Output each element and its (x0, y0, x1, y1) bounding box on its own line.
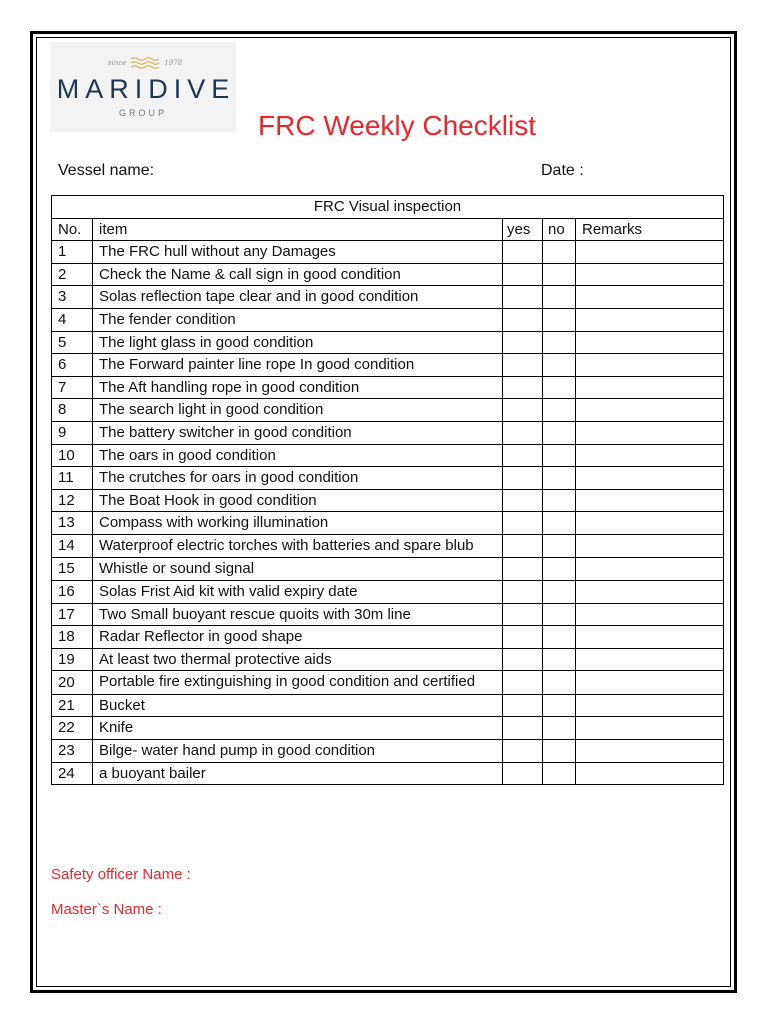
row-item: The crutches for oars in good condition (93, 467, 503, 490)
no-cell[interactable] (543, 354, 576, 377)
no-cell[interactable] (543, 376, 576, 399)
row-item: The battery switcher in good condition (93, 421, 503, 444)
no-cell[interactable] (543, 534, 576, 558)
remarks-cell[interactable] (576, 354, 724, 377)
no-cell[interactable] (543, 331, 576, 354)
row-item: Radar Reflector in good shape (93, 626, 503, 649)
no-cell[interactable] (543, 399, 576, 422)
table-row (52, 286, 724, 309)
inspection-table (51, 195, 724, 785)
remarks-cell[interactable] (576, 399, 724, 422)
row-item: The search light in good condition (93, 399, 503, 422)
remarks-cell[interactable] (576, 331, 724, 354)
no-cell[interactable] (543, 263, 576, 286)
yes-cell[interactable] (503, 534, 543, 558)
yes-cell[interactable] (503, 740, 543, 763)
table-caption-row (52, 196, 724, 219)
yes-cell[interactable] (503, 489, 543, 512)
remarks-cell[interactable] (576, 648, 724, 671)
yes-cell[interactable] (503, 376, 543, 399)
row-item: Knife (93, 717, 503, 740)
yes-cell[interactable] (503, 331, 543, 354)
table-row (52, 717, 724, 740)
row-item: Portable fire extinguishing in good condition and certified (93, 671, 503, 695)
no-cell[interactable] (543, 626, 576, 649)
remarks-cell[interactable] (576, 626, 724, 649)
yes-cell[interactable] (503, 421, 543, 444)
header-no-col: no (543, 218, 576, 241)
table-row (52, 308, 724, 331)
document-title: FRC Weekly Checklist (258, 110, 536, 141)
row-number: 16 (52, 581, 93, 604)
table-row (52, 489, 724, 512)
logo-wave-icon (130, 56, 160, 70)
table-row (52, 671, 724, 695)
row-number: 3 (52, 286, 93, 309)
row-item: Two Small buoyant rescue quoits with 30m line (93, 603, 503, 626)
row-item: a buoyant bailer (93, 762, 503, 785)
yes-cell[interactable] (503, 694, 543, 717)
row-item: The light glass in good condition (93, 331, 503, 354)
table-row (52, 421, 724, 444)
row-number: 6 (52, 354, 93, 377)
header-item: item (93, 218, 503, 241)
remarks-cell[interactable] (576, 263, 724, 286)
no-cell[interactable] (543, 286, 576, 309)
header-remarks: Remarks (576, 218, 724, 241)
yes-cell[interactable] (503, 558, 543, 581)
yes-cell[interactable] (503, 241, 543, 264)
yes-cell[interactable] (503, 603, 543, 626)
row-number: 13 (52, 512, 93, 535)
no-cell[interactable] (543, 421, 576, 444)
no-cell[interactable] (543, 762, 576, 785)
no-cell[interactable] (543, 717, 576, 740)
yes-cell[interactable] (503, 626, 543, 649)
logo-since-line (90, 56, 200, 70)
row-number: 23 (52, 740, 93, 763)
yes-cell[interactable] (503, 762, 543, 785)
table-header-row (52, 218, 724, 241)
row-number: 15 (52, 558, 93, 581)
header-yes: yes (503, 218, 543, 241)
row-item: The oars in good condition (93, 444, 503, 467)
vessel-name-label: Vessel name: (58, 162, 155, 179)
no-cell[interactable] (543, 648, 576, 671)
table-row (52, 444, 724, 467)
logo-company-name: MARIDIVE (56, 74, 236, 104)
table-row (52, 603, 724, 626)
row-number: 7 (52, 376, 93, 399)
table-row (52, 762, 724, 785)
date-label: Date : (541, 162, 584, 179)
remarks-cell[interactable] (576, 512, 724, 535)
yes-cell[interactable] (503, 308, 543, 331)
remarks-cell[interactable] (576, 671, 724, 695)
remarks-cell[interactable] (576, 444, 724, 467)
remarks-cell[interactable] (576, 694, 724, 717)
row-number: 11 (52, 467, 93, 490)
table-row (52, 263, 724, 286)
table-row (52, 581, 724, 604)
row-number: 17 (52, 603, 93, 626)
row-item: Waterproof electric torches with batteries and spare blub (93, 534, 503, 558)
row-number: 9 (52, 421, 93, 444)
remarks-cell[interactable] (576, 740, 724, 763)
yes-cell[interactable] (503, 512, 543, 535)
remarks-cell[interactable] (576, 558, 724, 581)
table-row (52, 376, 724, 399)
row-item: The Aft handling rope in good condition (93, 376, 503, 399)
safety-officer-label: Safety officer Name : (51, 866, 191, 883)
table-row (52, 694, 724, 717)
table-row (52, 241, 724, 264)
no-cell[interactable] (543, 603, 576, 626)
row-number: 4 (52, 308, 93, 331)
yes-cell[interactable] (503, 286, 543, 309)
no-cell[interactable] (543, 467, 576, 490)
yes-cell[interactable] (503, 354, 543, 377)
row-number: 24 (52, 762, 93, 785)
row-item: The fender condition (93, 308, 503, 331)
row-number: 8 (52, 399, 93, 422)
no-cell[interactable] (543, 444, 576, 467)
yes-cell[interactable] (503, 467, 543, 490)
row-number: 1 (52, 241, 93, 264)
no-cell[interactable] (543, 581, 576, 604)
remarks-cell[interactable] (576, 467, 724, 490)
table-row (52, 740, 724, 763)
yes-cell[interactable] (503, 671, 543, 695)
row-item: The Forward painter line rope In good condition (93, 354, 503, 377)
row-number: 12 (52, 489, 93, 512)
row-item: At least two thermal protective aids (93, 648, 503, 671)
no-cell[interactable] (543, 558, 576, 581)
remarks-cell[interactable] (576, 534, 724, 558)
remarks-cell[interactable] (576, 421, 724, 444)
row-number: 21 (52, 694, 93, 717)
no-cell[interactable] (543, 512, 576, 535)
row-number: 19 (52, 648, 93, 671)
yes-cell[interactable] (503, 444, 543, 467)
remarks-cell[interactable] (576, 489, 724, 512)
table-body (52, 241, 724, 785)
row-item: Bilge- water hand pump in good condition (93, 740, 503, 763)
logo-since-text: since (107, 59, 127, 67)
remarks-cell[interactable] (576, 762, 724, 785)
no-cell[interactable] (543, 489, 576, 512)
table-row (52, 512, 724, 535)
remarks-cell[interactable] (576, 603, 724, 626)
table-row (52, 648, 724, 671)
no-cell[interactable] (543, 694, 576, 717)
yes-cell[interactable] (503, 717, 543, 740)
table-row (52, 558, 724, 581)
yes-cell[interactable] (503, 648, 543, 671)
no-cell[interactable] (543, 671, 576, 695)
row-number: 5 (52, 331, 93, 354)
table-row (52, 331, 724, 354)
row-item: Solas reflection tape clear and in good condition (93, 286, 503, 309)
row-number: 20 (52, 671, 93, 695)
table-row (52, 626, 724, 649)
header-no: No. (52, 218, 93, 241)
yes-cell[interactable] (503, 399, 543, 422)
table-row (52, 467, 724, 490)
company-logo (50, 42, 236, 132)
remarks-cell[interactable] (576, 376, 724, 399)
no-cell[interactable] (543, 308, 576, 331)
row-item: The FRC hull without any Damages (93, 241, 503, 264)
no-cell[interactable] (543, 740, 576, 763)
row-item: Compass with working illumination (93, 512, 503, 535)
master-name-label: Master`s Name : (51, 901, 162, 918)
remarks-cell[interactable] (576, 717, 724, 740)
row-item: Whistle or sound signal (93, 558, 503, 581)
row-item: Solas Frist Aid kit with valid expiry date (93, 581, 503, 604)
remarks-cell[interactable] (576, 308, 724, 331)
yes-cell[interactable] (503, 263, 543, 286)
remarks-cell[interactable] (576, 241, 724, 264)
table-row (52, 534, 724, 558)
logo-group-text: GROUP (118, 108, 167, 118)
remarks-cell[interactable] (576, 286, 724, 309)
remarks-cell[interactable] (576, 581, 724, 604)
logo-year-text: 1978 (164, 59, 183, 67)
row-item: Check the Name & call sign in good condition (93, 263, 503, 286)
row-number: 10 (52, 444, 93, 467)
row-number: 18 (52, 626, 93, 649)
row-number: 2 (52, 263, 93, 286)
row-number: 22 (52, 717, 93, 740)
table-row (52, 399, 724, 422)
yes-cell[interactable] (503, 581, 543, 604)
table-caption: FRC Visual inspection (52, 196, 724, 219)
row-item: The Boat Hook in good condition (93, 489, 503, 512)
row-number: 14 (52, 534, 93, 558)
row-item: Bucket (93, 694, 503, 717)
no-cell[interactable] (543, 241, 576, 264)
table-row (52, 354, 724, 377)
